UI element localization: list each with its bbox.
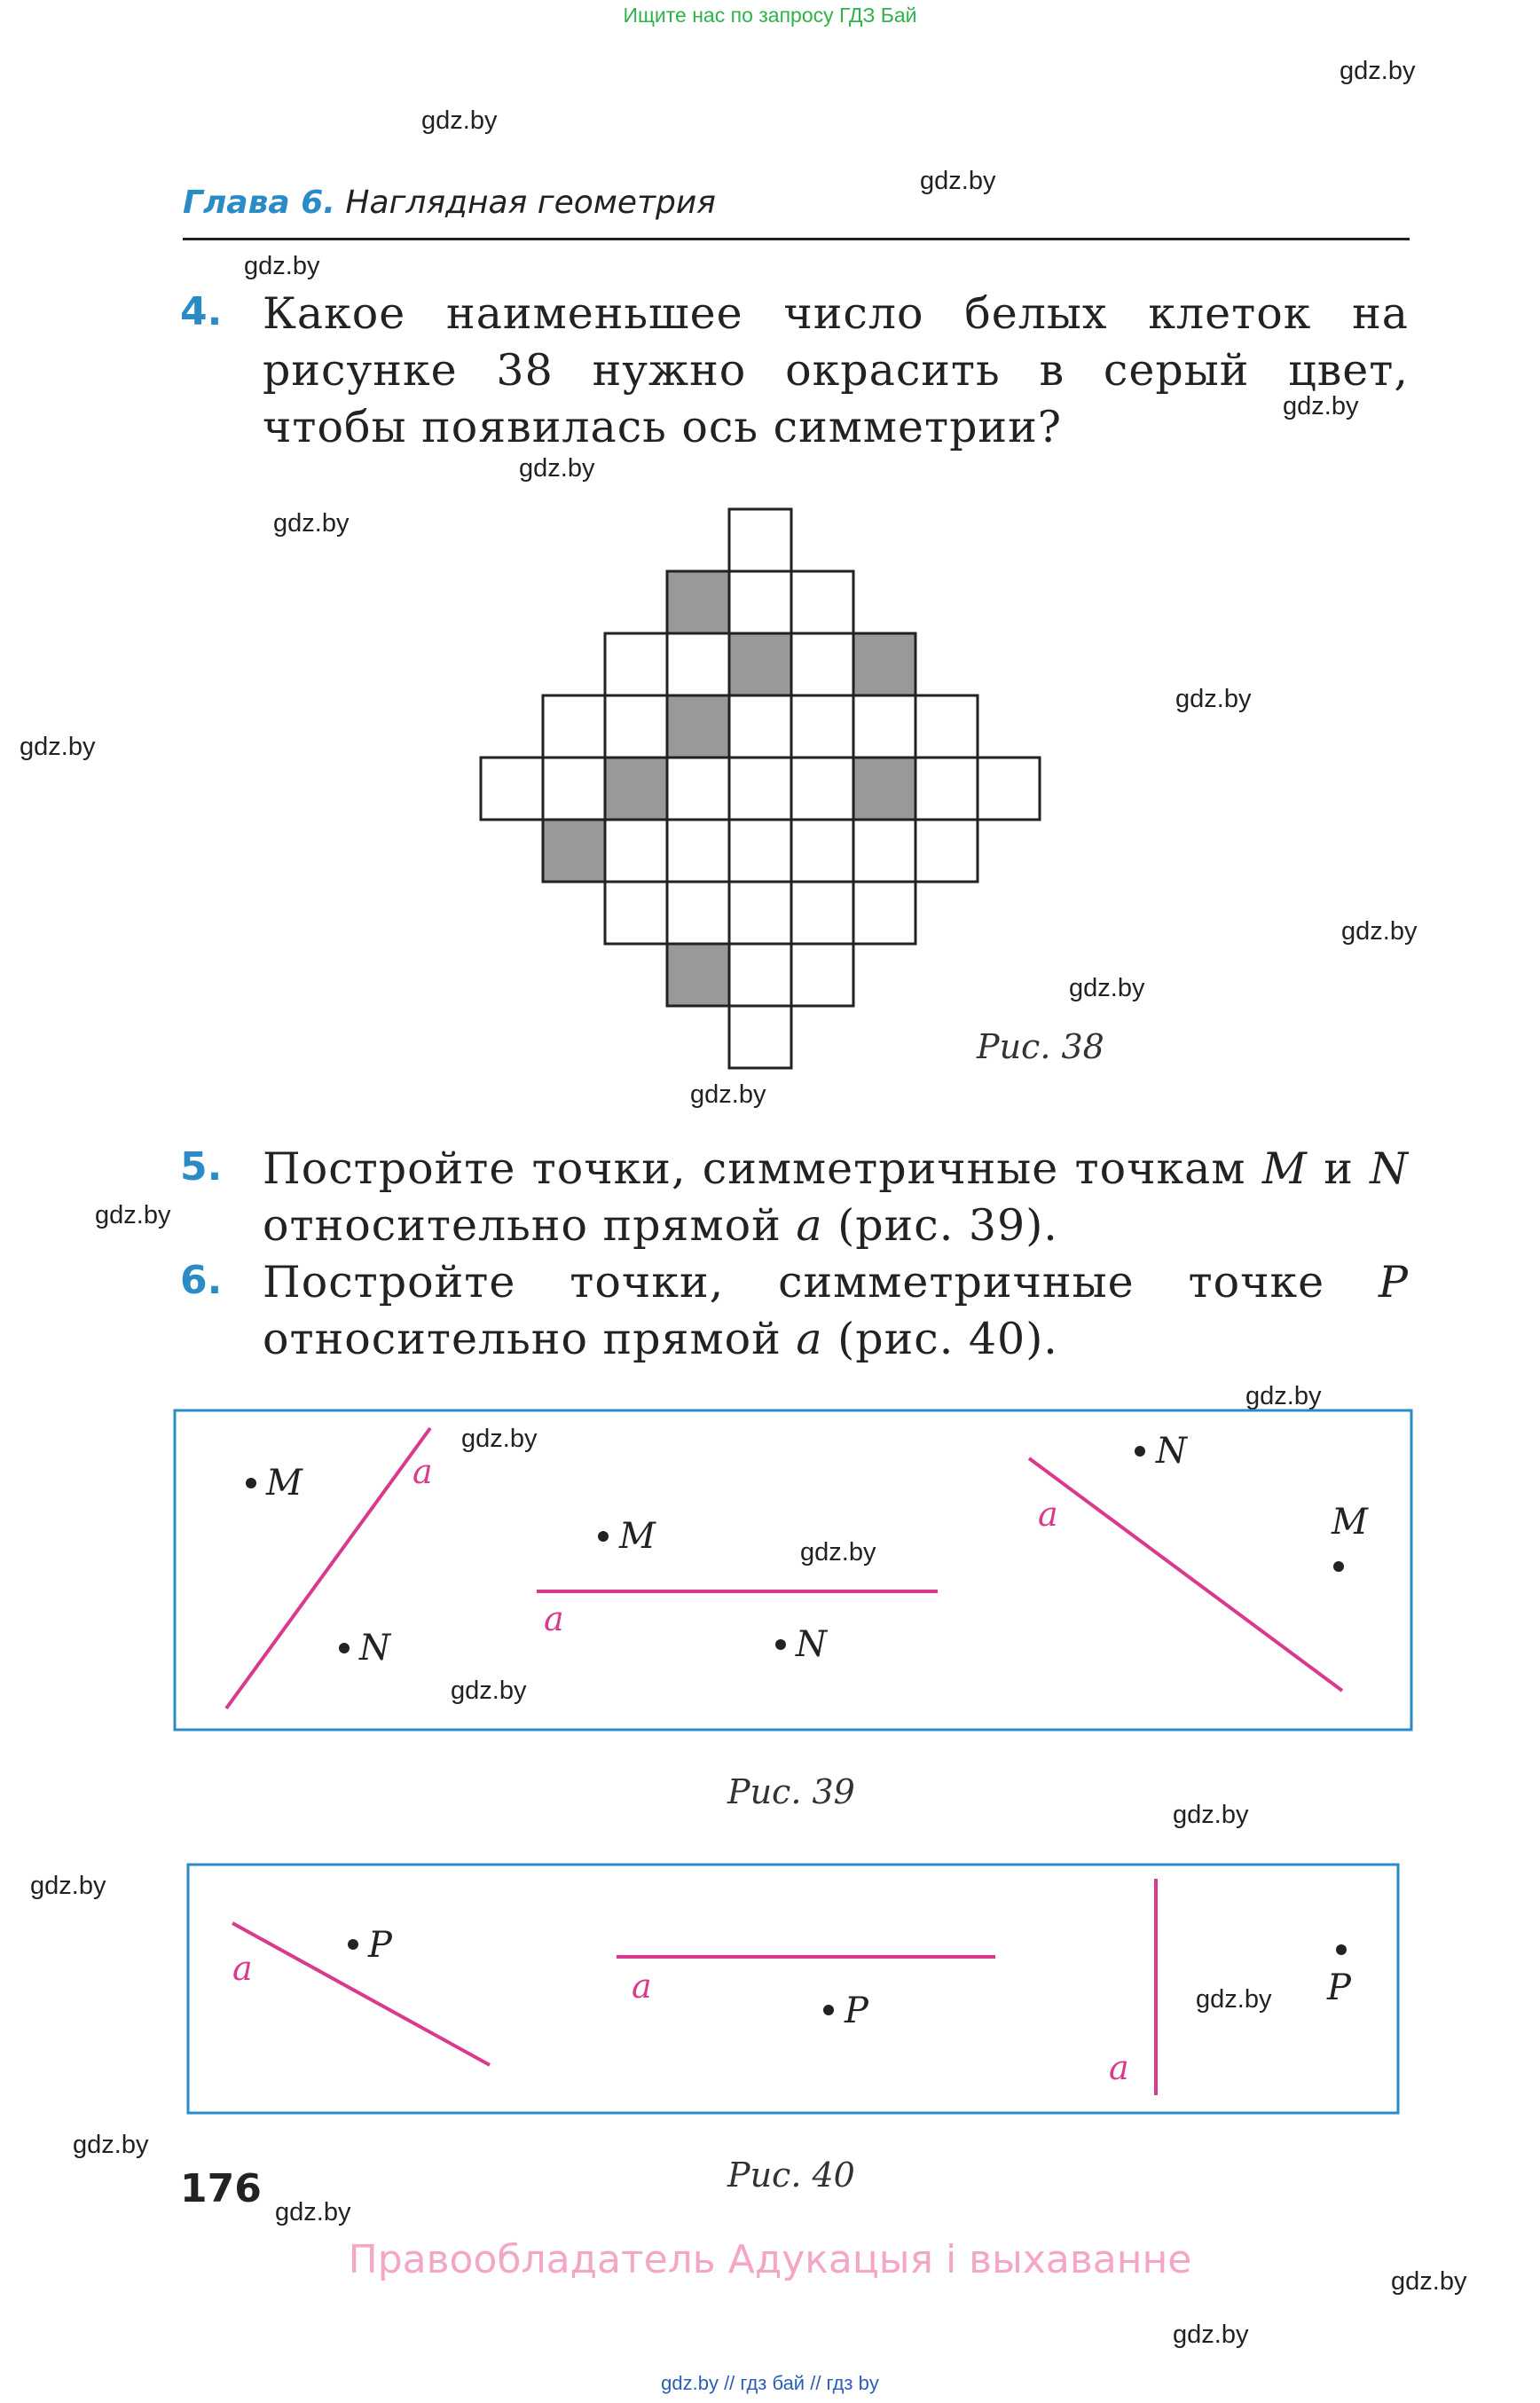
watermark: gdz.by: [95, 1201, 171, 1229]
gray-cell: [853, 633, 915, 695]
gray-cell: [605, 758, 667, 820]
chapter-header: [183, 185, 716, 221]
white-cell: [605, 820, 667, 882]
white-cell: [729, 695, 791, 758]
point-label-P: P: [368, 1925, 392, 1966]
figure-39: [173, 1409, 1415, 1733]
white-cell: [605, 882, 667, 944]
figure-38-caption: Рис. 38: [977, 1027, 1104, 1066]
line-label-a: a: [796, 1314, 823, 1364]
figure-39-caption: Рис. 39: [727, 1772, 855, 1811]
gray-cell: [667, 944, 729, 1006]
task-6-text-part: Постройте точки, симметричные точке: [263, 1257, 1379, 1308]
white-cell: [605, 695, 667, 758]
gray-cell: [667, 571, 729, 633]
task-5-text-part: и: [1307, 1143, 1371, 1194]
line-label-a: a: [1109, 2048, 1129, 2087]
watermark: gdz.by: [1340, 57, 1416, 85]
header-note: Ищите нас по запросу ГДЗ Бай: [623, 4, 917, 27]
white-cell: [791, 633, 853, 695]
white-cell: [543, 758, 605, 820]
figure-40-caption: Рис. 40: [727, 2156, 855, 2195]
watermark: gdz.by: [1341, 917, 1418, 946]
chapter-title: Наглядная геометрия: [345, 185, 716, 221]
watermark: gdz.by: [244, 252, 320, 280]
point-label-M: M: [1261, 1143, 1308, 1194]
point-N: [1135, 1446, 1145, 1457]
watermark: gdz.by: [451, 1677, 527, 1705]
point-P: [823, 2005, 834, 2015]
watermark: gdz.by: [73, 2131, 149, 2159]
gray-cell: [543, 820, 605, 882]
white-cell: [791, 944, 853, 1006]
point-label-M: M: [266, 1463, 302, 1504]
point-label-M: M: [619, 1516, 656, 1557]
white-cell: [853, 820, 915, 882]
white-cell: [481, 758, 543, 820]
chapter-number: Глава 6.: [183, 185, 335, 221]
task-5-text: [263, 1141, 1409, 1254]
point-label-P: P: [845, 1991, 868, 2031]
watermark: gdz.by: [275, 2198, 351, 2226]
watermark: gdz.by: [1173, 2321, 1249, 2349]
point-label-N: N: [359, 1628, 390, 1669]
footer-links: gdz.by // гдз бай // гдз by: [661, 2372, 879, 2394]
point-P: [348, 1939, 358, 1950]
watermark: gdz.by: [30, 1872, 106, 1900]
line-label-a: a: [632, 1967, 652, 2006]
figure-40-frame: [188, 1865, 1398, 2113]
watermark: gdz.by: [273, 509, 350, 538]
white-cell: [667, 882, 729, 944]
gray-cell: [729, 633, 791, 695]
white-cell: [791, 882, 853, 944]
gray-cell: [853, 758, 915, 820]
white-cell: [791, 695, 853, 758]
point-M: [246, 1478, 256, 1488]
white-cell: [791, 820, 853, 882]
point-M: [598, 1531, 609, 1542]
white-cell: [791, 758, 853, 820]
task-number: 4.: [180, 289, 223, 334]
header-divider: [183, 238, 1410, 240]
task-5-text-part: относительно прямой: [263, 1200, 797, 1251]
watermark: gdz.by: [920, 167, 996, 195]
white-cell: [729, 509, 791, 571]
white-cell: [667, 633, 729, 695]
task-6-text-part: относительно прямой: [263, 1314, 797, 1364]
watermark: gdz.by: [1245, 1382, 1322, 1410]
task-4-text: Какое наименьшее число белых клеток на рисунке 38 нужно окрасить в серый цвет, чтобы появилась ось симметрии?: [263, 288, 1409, 452]
line-a: [232, 1923, 490, 2065]
point-N: [339, 1643, 350, 1653]
point-label-N: N: [796, 1624, 827, 1665]
line-label-a: a: [412, 1452, 433, 1491]
white-cell: [729, 882, 791, 944]
white-cell: [605, 633, 667, 695]
white-cell: [791, 571, 853, 633]
copyright-notice: Правообладатель Адукацыя і выхаванне: [348, 2237, 1192, 2282]
figure-40: [186, 1863, 1402, 2116]
watermark: gdz.by: [690, 1080, 766, 1109]
watermark: gdz.by: [800, 1538, 876, 1567]
watermark: gdz.by: [421, 106, 498, 135]
figure-38-grid: [479, 507, 1047, 1075]
watermark: gdz.by: [1391, 2267, 1467, 2296]
watermark: gdz.by: [1196, 1985, 1272, 2014]
watermark: gdz.by: [20, 733, 96, 761]
point-label-P: P: [1379, 1257, 1409, 1308]
line-label-a: a: [796, 1200, 823, 1251]
task-6-text: [263, 1254, 1409, 1368]
watermark: gdz.by: [1175, 685, 1252, 713]
white-cell: [915, 758, 978, 820]
task-5-text-part: Постройте точки, симметричные точкам: [263, 1143, 1262, 1194]
white-cell: [667, 820, 729, 882]
white-cell: [667, 758, 729, 820]
line-label-a: a: [1038, 1495, 1058, 1534]
page-number: 176: [180, 2166, 262, 2211]
white-cell: [729, 1006, 791, 1068]
white-cell: [729, 758, 791, 820]
figure-39-frame: [175, 1410, 1411, 1730]
watermark: gdz.by: [519, 454, 595, 483]
task-5-text-part: (рис. 39).: [822, 1200, 1058, 1251]
point-P: [1336, 1944, 1347, 1955]
watermark: gdz.by: [1173, 1801, 1249, 1829]
white-cell: [853, 695, 915, 758]
gray-cell: [667, 695, 729, 758]
point-M: [1333, 1561, 1344, 1572]
white-cell: [729, 571, 791, 633]
point-label-N: N: [1156, 1431, 1187, 1472]
white-cell: [915, 820, 978, 882]
white-cell: [543, 695, 605, 758]
task-number: 5.: [180, 1144, 223, 1190]
watermark: gdz.by: [461, 1425, 538, 1453]
line-label-a: a: [544, 1599, 564, 1638]
line-a: [1029, 1458, 1342, 1691]
white-cell: [729, 820, 791, 882]
white-cell: [915, 695, 978, 758]
white-cell: [978, 758, 1040, 820]
line-a: [226, 1428, 430, 1708]
task-6-text-part: (рис. 40).: [822, 1314, 1058, 1364]
watermark: gdz.by: [1069, 974, 1145, 1002]
white-cell: [853, 882, 915, 944]
point-N: [775, 1639, 786, 1650]
task-number: 6.: [180, 1258, 223, 1303]
point-label-N: N: [1370, 1143, 1409, 1194]
line-label-a: a: [232, 1949, 253, 1988]
white-cell: [729, 944, 791, 1006]
watermark: gdz.by: [1283, 392, 1359, 420]
point-label-M: M: [1332, 1502, 1368, 1543]
point-label-P: P: [1327, 1967, 1351, 2008]
